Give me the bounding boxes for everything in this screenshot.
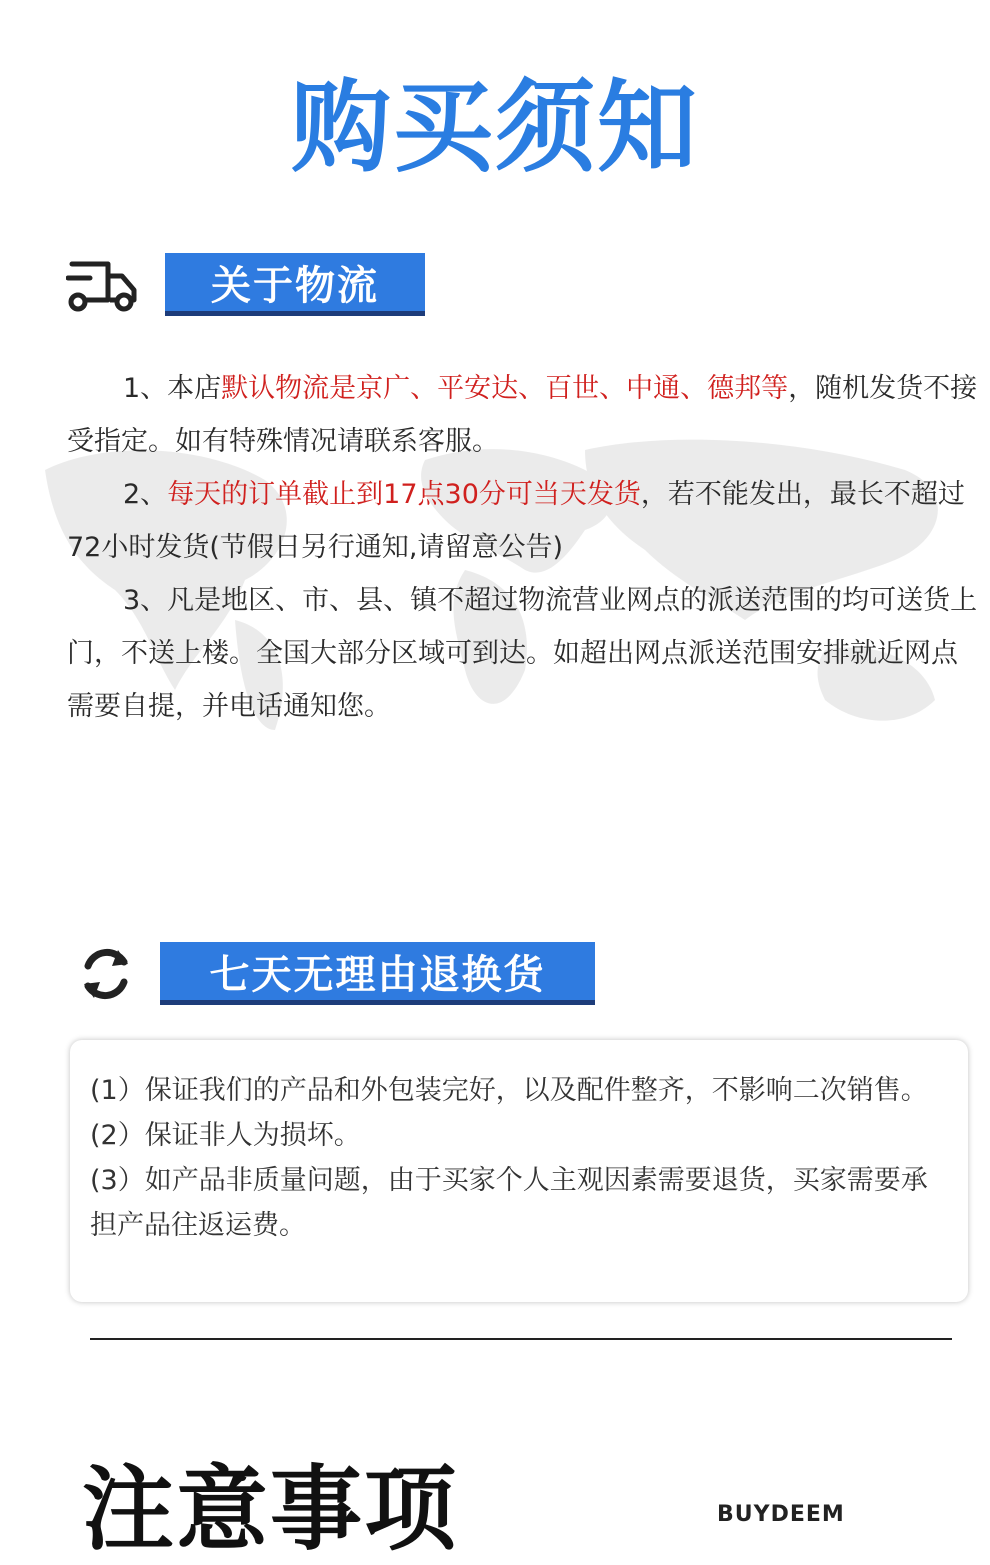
divider bbox=[90, 1338, 952, 1340]
logistics-content bbox=[67, 362, 982, 733]
refresh-icon bbox=[78, 944, 134, 1004]
returns-box bbox=[70, 1040, 968, 1302]
logistics-item: 1、本店默认物流是京广、平安达、百世、中通、德邦等，随机发货不接受指定。如有特殊情况请联系客服。 bbox=[67, 373, 978, 457]
notice-title: 注意事项 bbox=[82, 1456, 459, 1563]
logistics-item: 2、每天的订单截止到17点30分可当天发货，若不能发出，最长不超过72小时发货(节假日另行通知,请留意公告) bbox=[67, 479, 965, 563]
returns-item: (2）保证非人为损坏。 bbox=[90, 1120, 361, 1151]
brand-label: BUYDEEM bbox=[717, 1502, 845, 1527]
returns-heading: 七天无理由退换货 bbox=[160, 942, 595, 1000]
page-title: 购买须知 bbox=[291, 69, 699, 186]
logistics-item: 3、凡是地区、市、县、镇不超过物流营业网点的派送范围的均可送货上门，不送上楼。全国大部分区域可到达。如超出网点派送范围安排就近网点需要自提，并电话通知您。 bbox=[67, 585, 978, 722]
returns-item: (1）保证我们的产品和外包装完好，以及配件整齐，不影响二次销售。 bbox=[90, 1075, 928, 1106]
returns-item: (3）如产品非质量问题，由于买家个人主观因素需要退货，买家需要承担产品往返运费。 bbox=[90, 1165, 928, 1241]
truck-icon bbox=[66, 256, 140, 316]
logistics-heading: 关于物流 bbox=[165, 253, 425, 311]
